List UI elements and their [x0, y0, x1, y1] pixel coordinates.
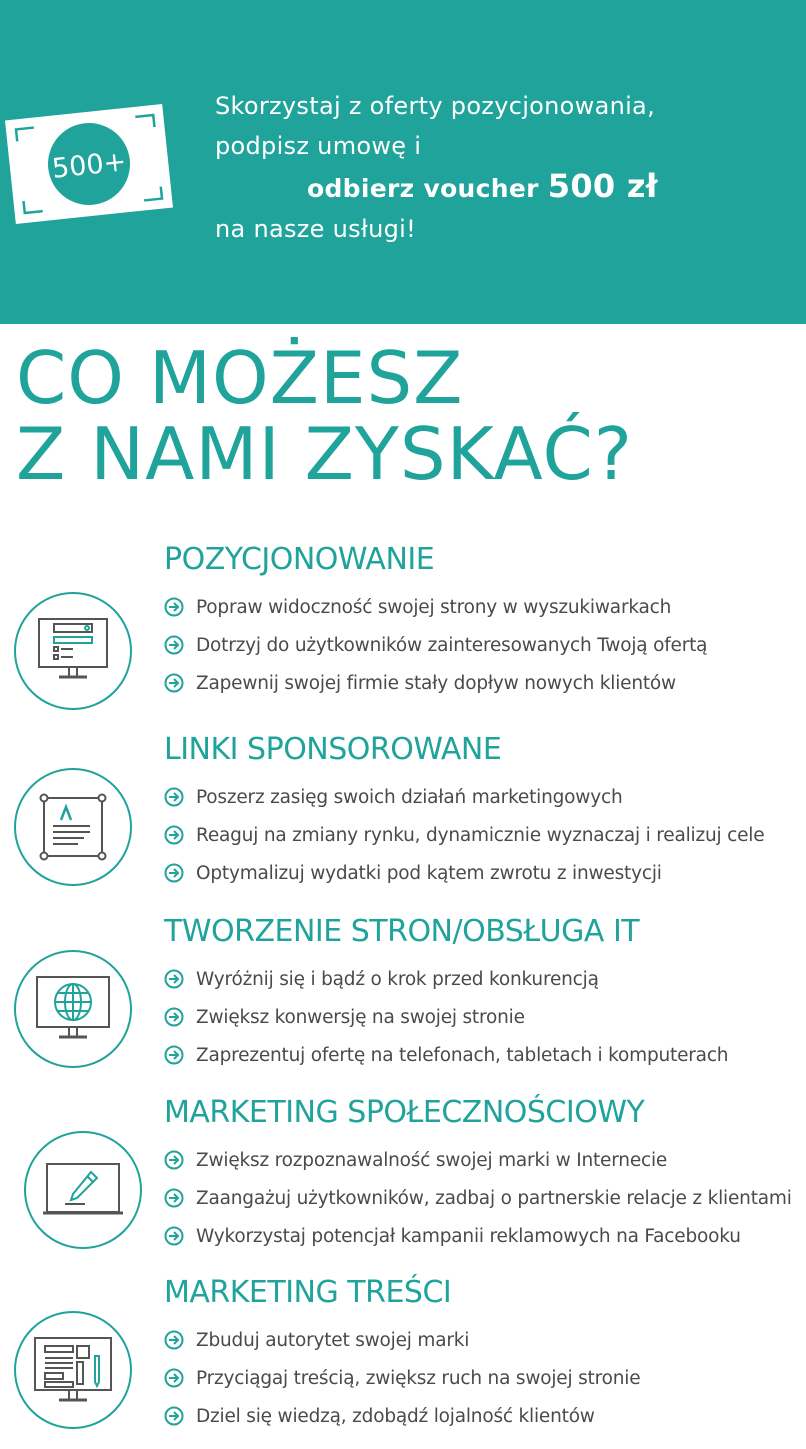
section-title: MARKETING TREŚCI	[164, 1275, 452, 1310]
arrow-right-icon	[164, 1007, 184, 1027]
benefit-list	[164, 588, 707, 702]
monitor-search-icon	[35, 613, 111, 689]
monitor-globe-icon-circle	[14, 950, 132, 1068]
arrow-right-icon	[164, 1368, 184, 1388]
arrow-right-icon	[164, 825, 184, 845]
arrow-right-icon	[164, 787, 184, 807]
list-item	[164, 1359, 640, 1397]
list-item	[164, 998, 728, 1036]
list-item	[164, 626, 707, 664]
list-item-text: Zaangażuj użytkowników, zadbaj o partnerskie relacje z klientami	[196, 1187, 792, 1209]
section-title: LINKI SPONSOROWANE	[164, 732, 502, 767]
page-title-line-2: Z NAMI ZYSKAĆ?	[16, 412, 633, 496]
list-item-text: Wyróżnij się i bądź o krok przed konkurencją	[196, 968, 599, 990]
list-item	[164, 588, 707, 626]
whiteboard-pen-icon-circle	[24, 1131, 142, 1249]
section-marketing-tresci	[0, 1275, 806, 1449]
monitor-article-icon-circle	[14, 1311, 132, 1429]
arrow-right-icon	[164, 1406, 184, 1426]
ad-design-icon-circle	[14, 768, 132, 886]
section-marketing-spolecznosciowy	[0, 1095, 806, 1275]
list-item	[164, 1179, 792, 1217]
voucher-label: 500+	[50, 146, 128, 185]
list-item	[164, 816, 764, 854]
monitor-globe-icon	[33, 971, 113, 1047]
arrow-right-icon	[164, 1330, 184, 1350]
arrow-right-icon	[164, 1188, 184, 1208]
list-item	[164, 664, 707, 702]
arrow-right-icon	[164, 673, 184, 693]
ad-design-icon	[38, 792, 108, 862]
monitor-article-icon	[31, 1332, 115, 1408]
benefit-list	[164, 1321, 640, 1435]
list-item-text: Zapewnij swojej firmie stały dopływ nowych klientów	[196, 672, 676, 694]
section-tworzenie-stron	[0, 914, 806, 1094]
page-title-line-1: CO MOŻESZ	[16, 336, 464, 420]
list-item-text: Zwiększ konwersję na swojej stronie	[196, 1006, 525, 1028]
section-title: TWORZENIE STRON/OBSŁUGA IT	[164, 914, 640, 949]
list-item-text: Dotrzyj do użytkowników zainteresowanych Twoją ofertą	[196, 634, 708, 656]
promo-line-3-prefix: odbierz voucher	[307, 174, 548, 203]
page-title	[16, 336, 633, 496]
list-item	[164, 1141, 792, 1179]
arrow-right-icon	[164, 1045, 184, 1065]
section-title: POZYCJONOWANIE	[164, 542, 435, 577]
arrow-right-icon	[164, 863, 184, 883]
list-item-text: Zwiększ rozpoznawalność swojej marki w Internecie	[196, 1149, 668, 1171]
list-item-text: Reaguj na zmiany rynku, dynamicznie wyznaczaj i realizuj cele	[196, 824, 765, 846]
list-item	[164, 1217, 792, 1255]
arrow-right-icon	[164, 1226, 184, 1246]
section-linki-sponsorowane	[0, 732, 806, 912]
benefit-list	[164, 960, 728, 1074]
benefit-list	[164, 778, 764, 892]
promo-banner	[0, 0, 806, 324]
list-item	[164, 1036, 728, 1074]
list-item-text: Popraw widoczność swojej strony w wyszukiwarkach	[196, 596, 672, 618]
list-item	[164, 1321, 640, 1359]
arrow-right-icon	[164, 635, 184, 655]
whiteboard-pen-icon	[43, 1160, 123, 1220]
promo-text	[215, 86, 795, 249]
arrow-right-icon	[164, 1150, 184, 1170]
list-item	[164, 960, 728, 998]
list-item-text: Wykorzystaj potencjał kampanii reklamowych na Facebooku	[196, 1225, 741, 1247]
promo-amount: 500 zł	[547, 167, 658, 205]
list-item-text: Poszerz zasięg swoich działań marketingowych	[196, 786, 623, 808]
benefit-list	[164, 1141, 792, 1255]
list-item	[164, 854, 764, 892]
list-item-text: Zaprezentuj ofertę na telefonach, tabletach i komputerach	[196, 1044, 729, 1066]
monitor-search-icon-circle	[14, 592, 132, 710]
section-title: MARKETING SPOŁECZNOŚCIOWY	[164, 1095, 645, 1130]
list-item-text: Przyciągaj treścią, zwiększ ruch na swojej stronie	[196, 1367, 641, 1389]
arrow-right-icon	[164, 969, 184, 989]
list-item-text: Optymalizuj wydatki pod kątem zwrotu z inwestycji	[196, 862, 662, 884]
list-item	[164, 778, 764, 816]
arrow-right-icon	[164, 597, 184, 617]
promo-line-4: na nasze usługi!	[215, 215, 417, 243]
list-item-text: Zbuduj autorytet swojej marki	[196, 1329, 470, 1351]
section-pozycjonowanie	[0, 542, 806, 722]
promo-line-2: podpisz umowę i	[215, 132, 422, 160]
voucher-icon	[3, 102, 175, 226]
promo-line-1: Skorzystaj z oferty pozycjonowania,	[215, 92, 655, 120]
promo-line-3	[215, 166, 795, 209]
list-item-text: Dziel się wiedzą, zdobądź lojalność klientów	[196, 1405, 595, 1427]
list-item	[164, 1397, 640, 1435]
